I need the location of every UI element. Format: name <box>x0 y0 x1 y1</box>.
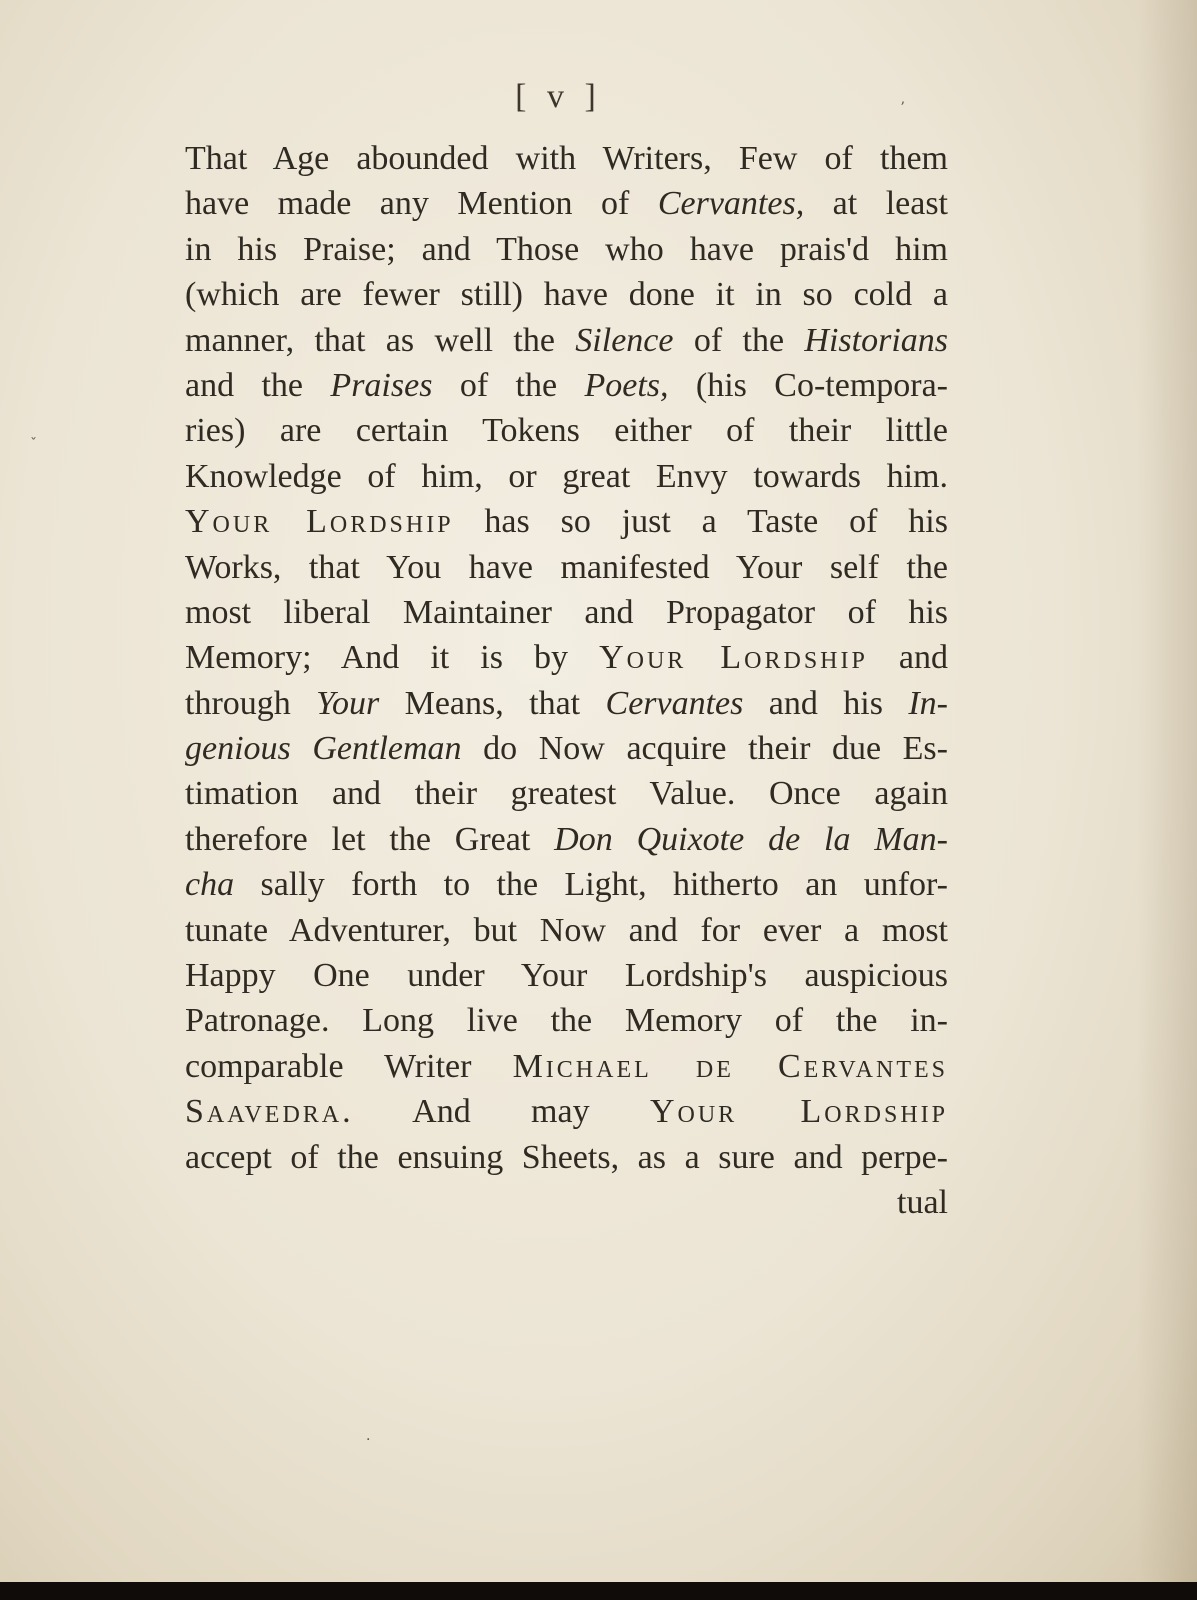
text-line <box>185 681 948 726</box>
text-segment: Means, that <box>379 684 606 722</box>
text-segment: comparable Writer <box>185 1047 513 1085</box>
text-segment: of the <box>673 321 805 359</box>
text-segment: have made any Mention of <box>185 185 658 223</box>
text-line <box>185 1089 948 1134</box>
text-segment: manner, that as well the <box>185 321 576 359</box>
page-number <box>0 78 1197 116</box>
text-line <box>185 1180 948 1225</box>
text-line <box>185 908 948 953</box>
text-segment: (which are fewer still) have done it in so cold a <box>185 276 948 314</box>
italic-text: cha <box>185 866 235 904</box>
text-line <box>185 272 948 317</box>
text-line <box>185 545 948 590</box>
text-line <box>185 1135 948 1180</box>
text-segment: and his <box>743 684 909 722</box>
italic-text: Praises <box>330 366 433 404</box>
text-segment: Memory; And it is by <box>185 639 600 677</box>
italic-text: Don Quixote de la Man- <box>554 820 948 858</box>
text-line <box>185 454 948 499</box>
text-line <box>185 408 948 453</box>
text-segment: tual <box>897 1183 948 1221</box>
text-segment: accept of the ensuing Sheets, as a sure and perpe- <box>185 1138 948 1176</box>
italic-text: Cervantes, <box>657 185 805 223</box>
text-line <box>185 181 948 226</box>
text-line <box>185 726 948 771</box>
text-line <box>185 227 948 272</box>
italic-text: Poets, <box>584 366 669 404</box>
text-line <box>185 1044 948 1089</box>
text-line <box>185 998 948 1043</box>
page-bottom-edge <box>0 1582 1197 1600</box>
text-segment: And may <box>353 1093 650 1131</box>
small-caps-text: Saavedra. <box>185 1093 354 1131</box>
text-line <box>185 136 948 181</box>
text-segment: therefore let the Great <box>185 820 555 858</box>
text-segment: sally forth to the Light, hitherto an unfor- <box>234 866 948 904</box>
text-segment: through <box>185 684 317 722</box>
text-segment: at least <box>804 185 949 223</box>
italic-text: Your <box>316 684 380 722</box>
text-segment: and the <box>185 366 331 404</box>
text-segment: That Age abounded with Writers, Few of them <box>185 140 948 177</box>
paper-speck: ˇ <box>30 436 37 452</box>
italic-text: Historians <box>804 321 949 359</box>
text-line <box>185 499 948 544</box>
text-segment: most liberal Maintainer and Propagator of his <box>185 593 948 631</box>
text-segment: and <box>867 639 948 677</box>
text-segment: timation and their greatest Value. Once again <box>185 775 948 813</box>
small-caps-text: Your Lordship <box>649 1093 948 1131</box>
text-line <box>185 817 948 862</box>
italic-text: Cervantes <box>605 684 744 722</box>
text-line <box>185 318 948 363</box>
text-segment: ries) are certain Tokens either of their little <box>185 412 948 450</box>
text-line <box>185 771 948 816</box>
text-segment: (his Co-tempora- <box>668 366 948 404</box>
text-line <box>185 862 948 907</box>
italic-text: Silence <box>575 321 674 359</box>
text-line <box>185 363 948 408</box>
text-segment: tunate Adventurer, but Now and for ever a most <box>185 911 948 949</box>
text-segment: Patronage. Long live the Memory of the in- <box>185 1002 948 1040</box>
paper-speck: · <box>366 1432 371 1448</box>
page-number-text: [ v ] <box>515 78 602 115</box>
text-line <box>185 953 948 998</box>
small-caps-text: Michael de Cervantes <box>512 1047 948 1085</box>
text-segment: do Now acquire their due Es- <box>461 730 948 768</box>
small-caps-text: Your Lordship <box>185 503 454 541</box>
text-line <box>185 635 948 680</box>
small-caps-text: Your Lordship <box>599 639 868 677</box>
text-line <box>185 590 948 635</box>
text-segment: of the <box>432 366 585 404</box>
italic-text: genious Gentleman <box>185 730 462 768</box>
body-text <box>185 136 948 1225</box>
text-segment: Happy One under Your Lordship's auspicious <box>185 957 948 995</box>
text-segment: Works, that You have manifested Your self the <box>185 548 948 586</box>
paper-speck: ʼ <box>900 100 905 116</box>
text-segment: in his Praise; and Those who have prais'd him <box>185 230 948 268</box>
text-segment: Knowledge of him, or great Envy towards him. <box>185 457 948 495</box>
italic-text: In- <box>908 684 948 722</box>
text-segment: has so just a Taste of his <box>453 503 948 541</box>
